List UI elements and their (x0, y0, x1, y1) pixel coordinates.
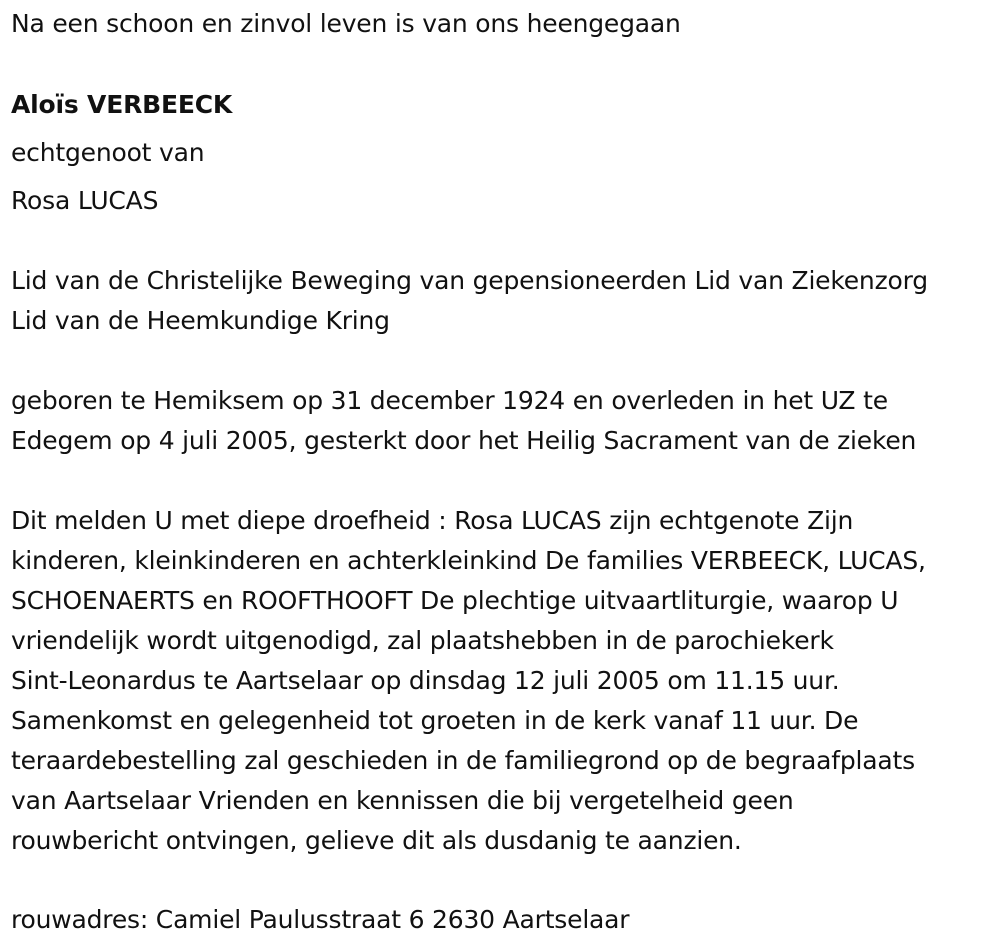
announcement-line: Samenkomst en gelegenheid tot groeten in de kerk vanaf 11 uur. De (11, 706, 859, 735)
announcement-line: Sint-Leonardus te Aartselaar op dinsdag 12 juli 2005 om 11.15 uur. (11, 666, 840, 695)
membership-line: Lid van de Christelijke Beweging van gepensioneerden Lid van Ziekenzorg (11, 266, 928, 295)
announcement-line: Dit melden U met diepe droefheid : Rosa LUCAS zijn echtgenote Zijn (11, 506, 854, 535)
announcement-line: van Aartselaar Vrienden en kennissen die bij vergetelheid geen (11, 786, 794, 815)
relation-text: echtgenoot van (11, 138, 205, 167)
intro-text: Na een schoon en zinvol leven is van ons heengegaan (11, 9, 681, 38)
announcement-line: vriendelijk wordt uitgenodigd, zal plaatshebben in de parochiekerk (11, 626, 834, 655)
announcement-line: rouwbericht ontvingen, gelieve dit als dusdanig te aanzien. (11, 826, 742, 855)
membership-line: Lid van de Heemkundige Kring (11, 306, 390, 335)
mourning-address: rouwadres: Camiel Paulusstraat 6 2630 Aartselaar (11, 905, 630, 934)
spouse-name: Rosa LUCAS (11, 186, 159, 215)
deceased-name: Aloïs VERBEECK (11, 90, 233, 119)
announcement-line: SCHOENAERTS en ROOFTHOOFT De plechtige uitvaartliturgie, waarop U (11, 586, 899, 615)
birth-death-line: geboren te Hemiksem op 31 december 1924 en overleden in het UZ te (11, 386, 888, 415)
birth-death-line: Edegem op 4 juli 2005, gesterkt door het Heilig Sacrament van de zieken (11, 426, 917, 455)
announcement-line: teraardebestelling zal geschieden in de familiegrond op de begraafplaats (11, 746, 915, 775)
announcement-line: kinderen, kleinkinderen en achterkleinkind De families VERBEECK, LUCAS, (11, 546, 926, 575)
